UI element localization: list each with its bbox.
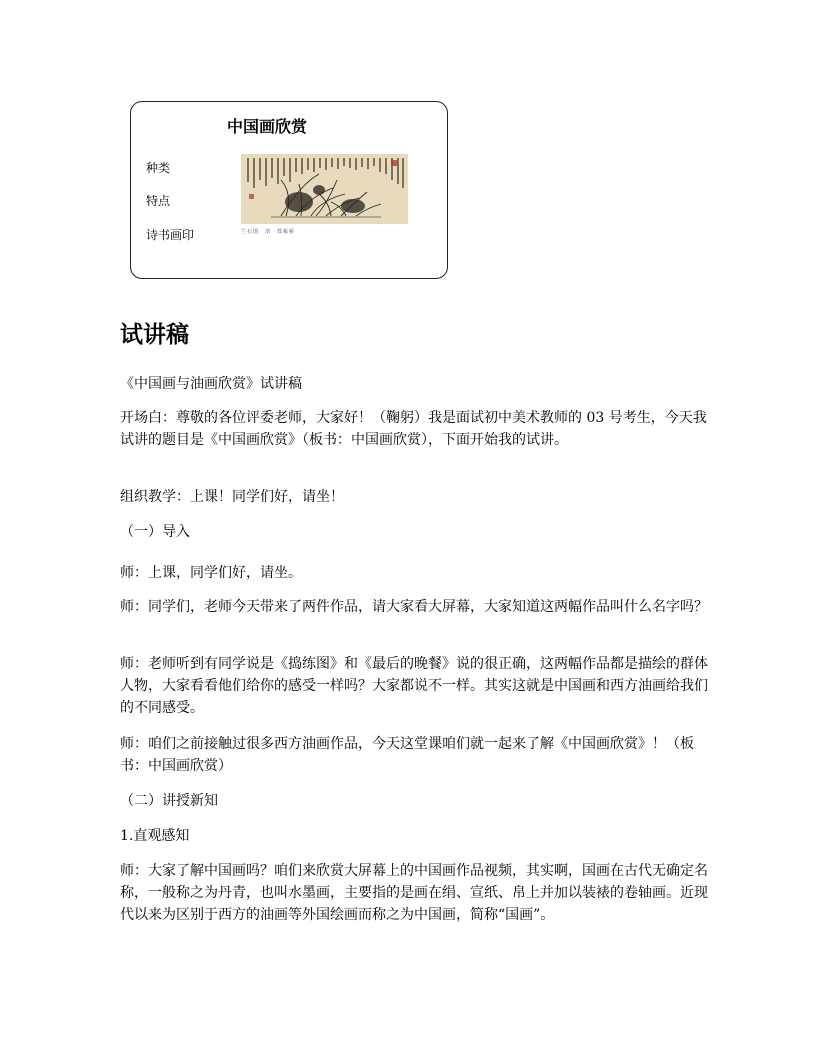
subsection-heading-perception: 1.直观感知 (120, 828, 190, 844)
paragraph-chinese-painting-intro: 师：大家了解中国画吗？咱们来欣赏大屏幕上的中国画作品视频，其实啊，国画在古代无确定名称，一般称之为丹青，也叫水墨画，主要指的是画在绢、宣纸、帛上并加以装裱的卷轴画。近现代以来为区别于西方的油画等外国绘画而称之为中国画，简称“国画”。 (120, 863, 708, 923)
paragraph-two-works: 师：同学们，老师今天带来了两件作品，请大家看大屏幕，大家知道这两幅作品叫什么名字吗？ (120, 599, 708, 615)
paragraph-opening: 开场白：尊敬的各位评委老师，大家好！（鞠躬）我是面试初中美术教师的 03 号考生，今天我试讲的题目是《中国画欣赏》（板书：中国画欣赏），下面开始我的试讲。 (120, 410, 707, 448)
board-title: 中国画欣赏 (227, 117, 308, 136)
board-label-types: 种类 (146, 161, 171, 175)
painting-caption: 兰石图 清 郑板桥 (241, 229, 296, 235)
paragraph-title: 《中国画与油画欣赏》试讲稿 (120, 376, 302, 392)
paragraph-lesson-topic: 师：咱们之前接触过很多西方油画作品，今天这堂课咱们就一起来了解《中国画欣赏》！（板书：中国画欣赏） (120, 736, 694, 774)
section-heading-introduction: （一）导入 (120, 524, 190, 540)
section-heading-new-knowledge: （二）讲授新知 (120, 793, 218, 809)
paragraph-class-organization: 组织教学：上课！同学们好，请坐！ (120, 489, 344, 505)
paragraph-comparison: 师：老师听到有同学说是《捣练图》和《最后的晚餐》说的很正确，这两幅作品都是描绘的群体人物，大家看看他们给你的感受一样吗？大家都说不一样。其实这就是中国画和西方油画给我们的不同感受。 (120, 656, 708, 716)
board-label-poetry-calligraphy-painting-seal: 诗书画印 (146, 228, 195, 242)
orchid-rock-painting-image (241, 154, 408, 224)
blackboard-design (130, 101, 448, 279)
page-heading: 试讲稿 (120, 322, 189, 348)
paragraph-greeting: 师：上课，同学们好，请坐。 (120, 565, 302, 581)
board-label-features: 特点 (146, 194, 171, 208)
